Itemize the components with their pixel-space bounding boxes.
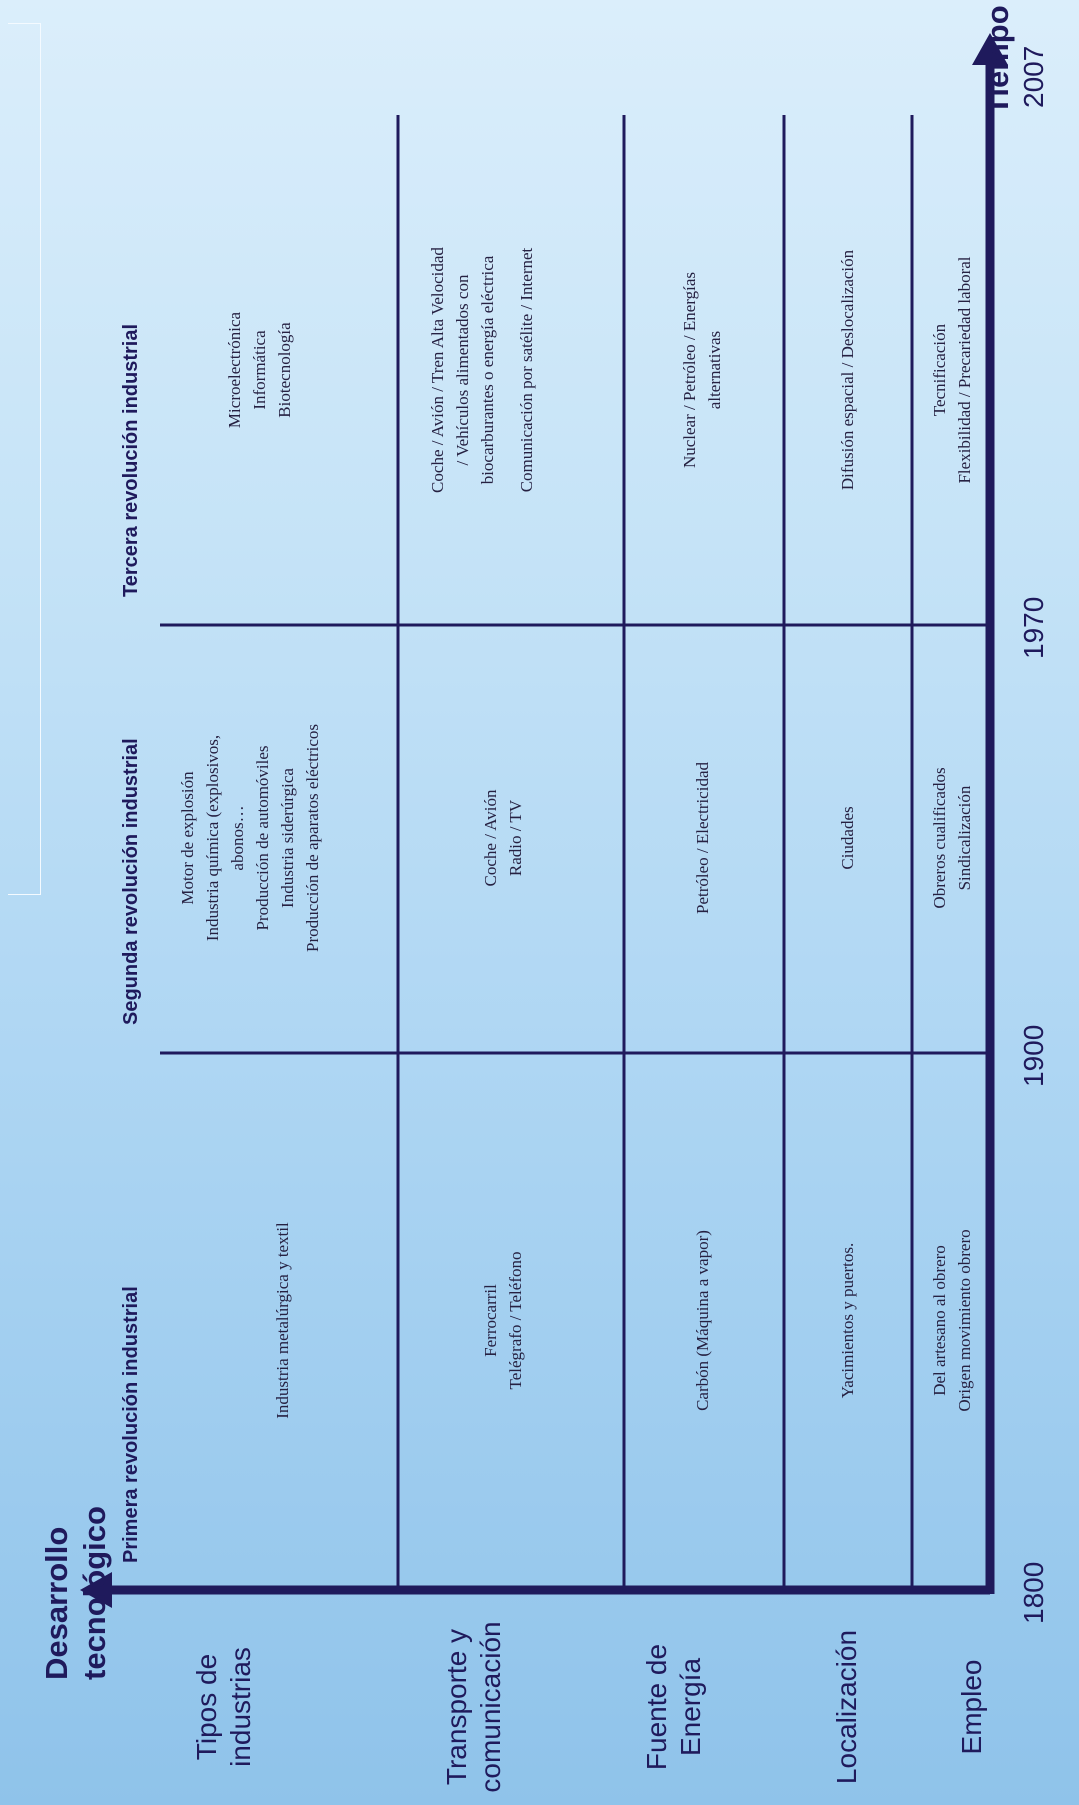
cell-line: Microelectrónica	[225, 311, 244, 429]
cell-line: Flexibilidad / Precariedad laboral	[955, 256, 974, 484]
cell-empleo-segunda	[927, 628, 977, 1048]
row-label-localizacion	[830, 1617, 864, 1797]
year-label: 1970	[1018, 596, 1049, 659]
year-label: 1800	[1018, 1561, 1049, 1624]
cell-line: Ferrocarril	[481, 1284, 500, 1357]
cell-line: Producción de automóviles	[253, 745, 272, 931]
cell-tipos-segunda	[175, 628, 325, 1048]
cell-transporte-tercera	[425, 120, 539, 620]
cell-transporte-primera	[478, 1058, 528, 1583]
cell-line: Coche / Avión / Tren Alta Velocidad	[428, 247, 447, 493]
year-label: 2007	[1018, 45, 1049, 108]
cell-energia-segunda	[690, 628, 715, 1048]
cell-line: Tecnificación	[930, 323, 949, 417]
cell-energia-primera	[690, 1058, 715, 1583]
cell-line: Carbón (Máquina a vapor)	[693, 1230, 712, 1411]
row-label-line: Transporte y	[441, 1628, 472, 1786]
cell-line: Sindicalización	[955, 785, 974, 891]
cell-localizacion-primera	[835, 1058, 860, 1583]
cell-line: Producción de aparatos eléctricos	[303, 724, 322, 952]
cell-line: Ciudades	[838, 806, 857, 870]
cell-empleo-tercera	[927, 120, 977, 620]
row-label-line: industrias	[225, 1647, 256, 1767]
row-label-energia	[640, 1617, 708, 1797]
cell-line: Obreros cualificados	[930, 767, 949, 909]
row-label-line: Localización	[831, 1629, 862, 1785]
cell-line: Coche / Avión	[481, 789, 500, 887]
cell-line: Difusión espacial / Deslocalización	[838, 249, 857, 491]
cell-line: Informática	[250, 330, 269, 410]
row-label-line: Tipos de	[191, 1653, 222, 1761]
cell-line: Industria metalúrgica y textil	[273, 1222, 292, 1419]
cell-empleo-primera	[927, 1058, 977, 1583]
row-label-line: Energía	[675, 1657, 706, 1757]
revolution-header-segunda: Segunda revolución industrial	[120, 738, 142, 1025]
cell-line: Origen movimiento obrero	[955, 1229, 974, 1412]
x-axis-title: Tiempo	[980, 5, 1015, 115]
cell-line: Del artesano al obrero	[930, 1245, 949, 1396]
row-label-line: Empleo	[956, 1659, 987, 1755]
cell-line: Nuclear / Petróleo / Energías	[680, 271, 699, 469]
cell-localizacion-tercera	[835, 120, 860, 620]
cell-line: Yacimientos y puertos.	[838, 1242, 857, 1399]
cell-line: abonos…	[228, 805, 247, 871]
cell-line: Radio / TV	[506, 799, 525, 877]
cell-line: Biotecnología	[275, 322, 294, 418]
cell-tipos-primera	[270, 1058, 295, 1583]
y-axis-title-line: Desarrollo	[39, 1526, 74, 1680]
row-label-empleo	[955, 1617, 989, 1797]
cell-energia-tercera	[677, 120, 727, 620]
cell-line: Industria química (explosivos,	[203, 734, 222, 942]
year-label: 1900	[1018, 1024, 1049, 1087]
row-label-transporte	[440, 1617, 508, 1797]
cell-line: biocarburantes o energía eléctrica	[478, 255, 497, 485]
revolution-header-primera: Primera revolución industrial	[120, 1286, 142, 1563]
cell-transporte-segunda	[478, 628, 528, 1048]
cell-line: Telégrafo / Teléfono	[506, 1251, 525, 1390]
row-label-tipos-industrias	[190, 1617, 258, 1797]
y-axis-title	[38, 1480, 114, 1680]
cell-tipos-tercera	[222, 120, 297, 620]
cell-line: Motor de explosión	[178, 771, 197, 905]
cell-localizacion-segunda	[835, 628, 860, 1048]
cell-line	[500, 120, 514, 620]
row-label-line: Fuente de	[641, 1643, 672, 1771]
cell-line: Petróleo / Electricidad	[693, 762, 712, 914]
y-axis-title-line: tecnológico	[77, 1506, 112, 1680]
revolution-header-tercera: Tercera revolución industrial	[120, 323, 142, 597]
row-label-line: comunicación	[475, 1621, 506, 1793]
cell-line: Industria siderúrgica	[278, 768, 297, 908]
cell-line: Comunicación por satélite / Internet	[517, 247, 536, 493]
cell-line: / Vehículos alimentados con	[453, 274, 472, 466]
cell-line: alternativas	[705, 330, 724, 410]
